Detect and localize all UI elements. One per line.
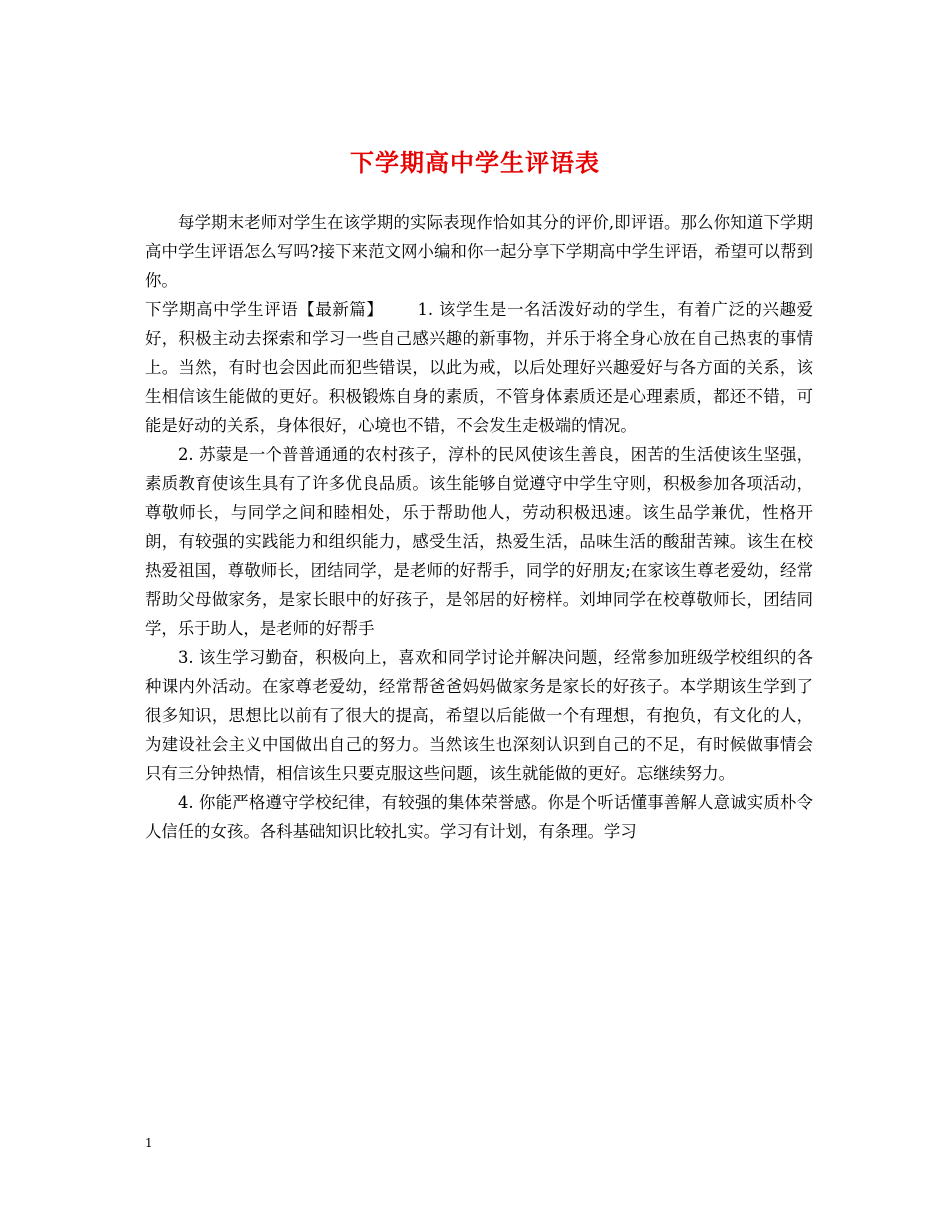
item-paragraph-3: 3. 该生学习勤奋，积极向上，喜欢和同学讨论并解决问题，经常参加班级学校组织的各种课内外活动。在家尊老爱幼，经常帮爸爸妈妈做家务是家长的好孩子。本学期该生学到了很多知识，思想比以前有了很大的提高，希望以后能做一个有理想，有抱负，有文化的人，为建设社会主义中国做出自己的努力。当然该生也深刻认识到自己的不足，有时候做事情会只有三分钟热情，相信该生只要克服这些问题，该生就能做的更好。忘继续努力。 (145, 648, 813, 783)
page-number: 1 (145, 1136, 153, 1150)
item-paragraph-2: 2. 苏蒙是一个普普通通的农村孩子，淳朴的民风使该生善良，困苦的生活使该生坚强，素质教育使该生具有了许多优良品质。该生能够自觉遵守中学生守则，积极参加各项活动，尊敬师长，与同学之间和睦相处，乐于帮助他人，劳动积极迅速。该生品学兼优，性格开朗，有较强的实践能力和组织能力，感受生活，热爱生活，品味生活的酸甜苦辣。该生在校热爱祖国，尊敬师长，团结同学，是老师的好帮手，同学的好朋友;在家该生尊老爱幼，经常帮助父母做家务，是家长眼中的好孩子，是邻居的好榜样。刘坤同学在校尊敬师长，团结同学，乐于助人，是老师的好帮手 (145, 445, 813, 638)
item-text-1: 1. 该学生是一名活泼好动的学生，有着广泛的兴趣爱好，积极主动去探索和学习一些自己感兴趣的新事物，并乐于将全身心放在自己热衷的事情上。当然，有时也会因此而犯些错误，以此为戒，以后处理好兴趣爱好与各方面的关系，该生相信该生能做的更好。积极锻炼自身的素质，不管身体素质还是心理素质，都还不错，可能是好动的关系，身体很好，心境也不错，不会发生走极端的情况。 (145, 300, 813, 435)
section-heading: 下学期高中学生评语【最新篇】 (145, 300, 384, 319)
item-paragraph-4: 4. 你能严格遵守学校纪律，有较强的集体荣誉感。你是个听话懂事善解人意诚实质朴令人信任的女孩。各科基础知识比较扎实。学习有计划，有条理。学习 (145, 793, 813, 841)
document-body (145, 208, 813, 846)
document-title: 下学期高中学生评语表 (350, 148, 600, 178)
intro-paragraph: 每学期末老师对学生在该学期的实际表现作恰如其分的评价,即评语。那么你知道下学期高中学生评语怎么写吗?接下来范文网小编和你一起分享下学期高中学生评语，希望可以帮到你。 (145, 213, 813, 290)
item-paragraph-1 (145, 295, 813, 440)
